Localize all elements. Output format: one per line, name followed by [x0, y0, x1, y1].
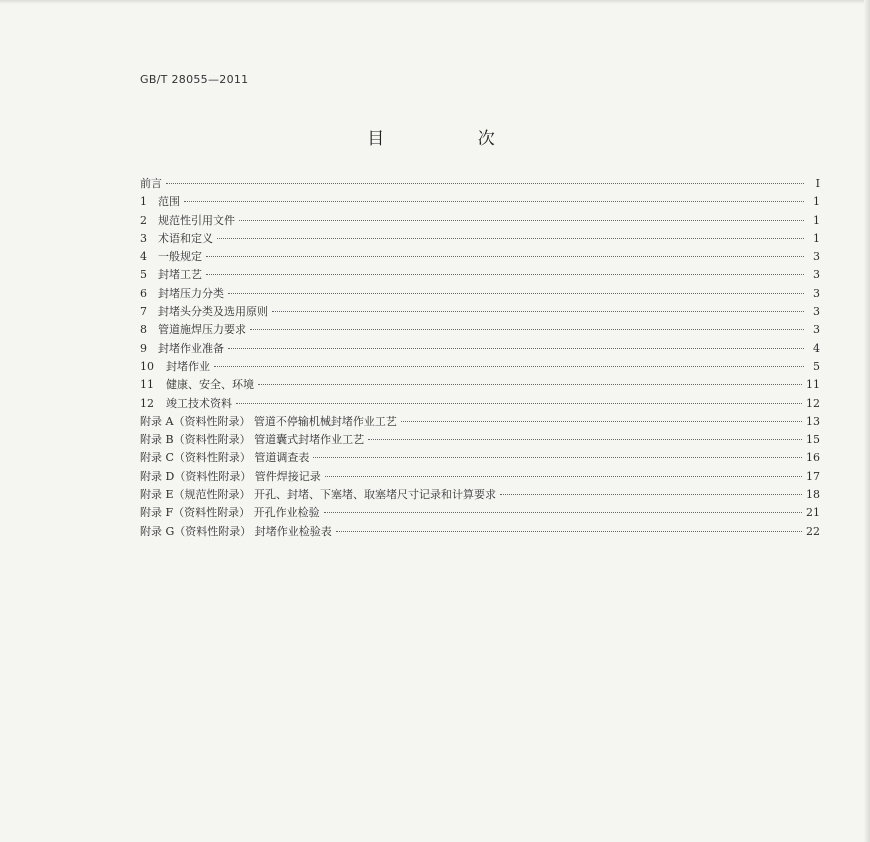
toc-entry-number: 11: [140, 378, 154, 392]
toc-leader-dots: [217, 238, 804, 239]
toc-entry-label: 规范性引用文件: [158, 213, 235, 227]
toc-entry[interactable]: [140, 449, 820, 467]
toc-entry-label: 竣工技术资料: [166, 396, 232, 410]
toc-entry-number: 8: [140, 323, 147, 337]
toc-entry-page: 1: [813, 213, 820, 227]
toc-entry-number: 2: [140, 213, 147, 227]
toc-leader-dots: [325, 476, 802, 477]
toc-leader-dots: [228, 348, 804, 349]
toc-entry-page: 4: [813, 341, 820, 355]
toc-entry-page: 17: [806, 469, 820, 483]
toc-entry[interactable]: [140, 212, 820, 230]
toc-entry-label: 附录 D（资料性附录） 管件焊接记录: [140, 469, 321, 483]
toc-entry-page: 3: [813, 305, 820, 319]
toc-leader-dots: [313, 457, 802, 458]
toc-entry-page: 22: [806, 524, 820, 538]
toc-entry[interactable]: [140, 358, 820, 376]
toc-leader-dots: [236, 403, 802, 404]
toc-leader-dots: [206, 256, 804, 257]
toc-entry[interactable]: [140, 504, 820, 522]
toc-entry[interactable]: [140, 468, 820, 486]
toc-entry-page: 1: [813, 231, 820, 245]
toc-entry-label: 附录 C（资料性附录） 管道调查表: [140, 451, 310, 465]
toc-entry[interactable]: [140, 193, 820, 211]
toc-entry-label: 封堵作业准备: [158, 341, 224, 355]
toc-entry-number: 1: [140, 195, 147, 209]
toc-leader-dots: [272, 311, 804, 312]
toc-entry-label: 健康、安全、环境: [166, 378, 254, 392]
toc-leader-dots: [239, 220, 804, 221]
toc-entry[interactable]: [140, 486, 820, 504]
toc-entry-page: 16: [806, 451, 820, 465]
toc-entry-label: 管道施焊压力要求: [158, 323, 246, 337]
toc-entry-label: 术语和定义: [158, 231, 213, 245]
toc-entry-number: 5: [140, 268, 147, 282]
toc-leader-dots: [228, 293, 804, 294]
toc-leader-dots: [214, 366, 804, 367]
toc-entry-page: I: [815, 177, 820, 190]
toc-leader-dots: [368, 439, 802, 440]
toc-entry-number: 9: [140, 341, 147, 355]
toc-leader-dots: [184, 201, 804, 202]
toc-entry-label: 附录 F（资料性附录） 开孔作业检验: [140, 506, 320, 520]
toc-entry[interactable]: [140, 303, 820, 321]
toc-entry-page: 18: [806, 488, 820, 502]
toc-entry-page: 21: [806, 506, 820, 520]
toc-entry[interactable]: [140, 321, 820, 339]
toc-entry[interactable]: [140, 431, 820, 449]
toc-entry[interactable]: [140, 266, 820, 284]
toc-entry-page: 15: [806, 433, 820, 447]
toc-entry-page: 1: [813, 195, 820, 209]
toc-entry-number: 6: [140, 286, 147, 300]
toc-entry[interactable]: [140, 175, 820, 193]
toc-entry-number: 10: [140, 359, 154, 373]
toc-entry[interactable]: [140, 230, 820, 248]
toc-entry-page: 3: [813, 250, 820, 264]
toc-entry-label: 附录 B（资料性附录） 管道囊式封堵作业工艺: [140, 433, 365, 447]
toc-leader-dots: [401, 421, 802, 422]
toc-entry-label: 封堵压力分类: [158, 286, 224, 300]
toc-entry-label: 封堵工艺: [158, 268, 202, 282]
toc-entry[interactable]: [140, 248, 820, 266]
toc-leader-dots: [206, 274, 804, 275]
standard-code: GB/T 28055—2011: [140, 73, 249, 86]
toc-entry-label: 前言: [140, 177, 162, 190]
toc-leader-dots: [500, 494, 802, 495]
toc-leader-dots: [258, 384, 802, 385]
toc-entry[interactable]: [140, 395, 820, 413]
page-title: 目 次: [367, 129, 539, 149]
toc-leader-dots: [336, 531, 802, 532]
toc-entry[interactable]: [140, 285, 820, 303]
toc-leader-dots: [166, 183, 804, 184]
toc-leader-dots: [324, 512, 802, 513]
scan-shadow-top: [0, 0, 870, 4]
toc-entry-page: 13: [806, 414, 820, 428]
toc-entry[interactable]: [140, 376, 820, 394]
toc-entry-label: 封堵头分类及选用原则: [158, 305, 268, 319]
toc-leader-dots: [250, 329, 804, 330]
toc-entry-number: 12: [140, 396, 154, 410]
table-of-contents: [140, 175, 820, 541]
toc-entry-number: 7: [140, 305, 147, 319]
toc-entry-label: 封堵作业: [166, 359, 210, 373]
toc-entry[interactable]: [140, 413, 820, 431]
toc-entry-number: 4: [140, 250, 147, 264]
toc-entry-page: 12: [806, 396, 820, 410]
toc-entry-number: 3: [140, 231, 147, 245]
toc-entry-label: 附录 G（资料性附录） 封堵作业检验表: [140, 524, 332, 538]
toc-entry-page: 3: [813, 286, 820, 300]
toc-entry[interactable]: [140, 340, 820, 358]
toc-entry-label: 范围: [158, 195, 180, 209]
toc-entry-page: 11: [806, 378, 820, 392]
toc-entry-label: 一般规定: [158, 250, 202, 264]
toc-entry-page: 3: [813, 323, 820, 337]
toc-entry-label: 附录 E（规范性附录） 开孔、封堵、下塞堵、取塞堵尺寸记录和计算要求: [140, 488, 497, 502]
toc-entry-page: 5: [813, 359, 820, 373]
toc-entry-page: 3: [813, 268, 820, 282]
toc-entry-label: 附录 A（资料性附录） 管道不停输机械封堵作业工艺: [140, 414, 397, 428]
toc-entry[interactable]: [140, 523, 820, 541]
